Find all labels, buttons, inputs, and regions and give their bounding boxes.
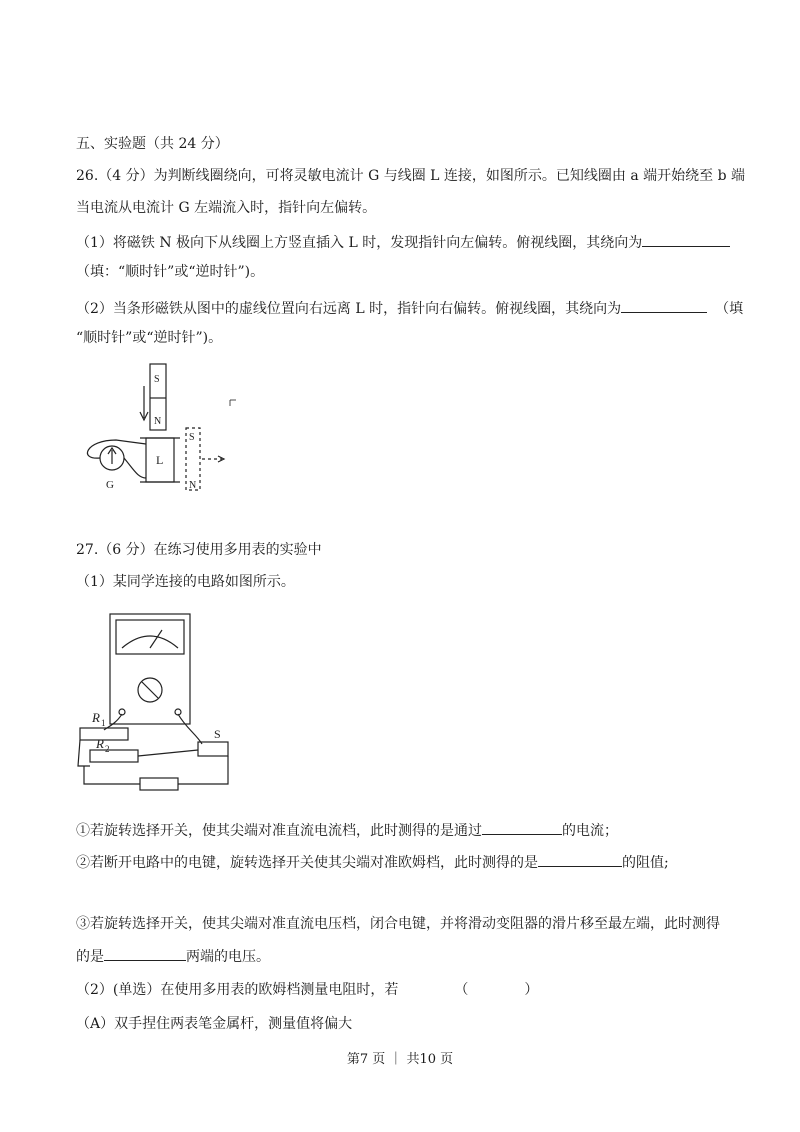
q26-part2-line2: “顺时针”或“逆时针”)。	[76, 330, 223, 346]
r2-subscript: 2	[105, 744, 110, 754]
q26-part1-text: （1）将磁铁 N 极向下从线圈上方竖直插入 L 时，发现指针向左偏转。俯视线圈，其绕向为	[76, 235, 643, 251]
q27-part2-text: （2）(单选）在使用多用表的欧姆档测量电阻时，若	[76, 982, 399, 998]
q26-part2-tail: （填	[715, 301, 744, 317]
r1-subscript: 1	[101, 718, 106, 728]
q26-part1-line2: （填：“顺时针”或“逆时针”)。	[76, 264, 265, 280]
q27-item3-text: 的是	[76, 949, 104, 965]
battery	[140, 778, 178, 790]
q26-stem-line1: 26.（4 分）为判断线圈绕向，可将灵敏电流计 G 与线圈 L 连接，如图所示。已知线圈由 a 端开始绕至 b 端	[76, 168, 746, 184]
q26-part1-line1	[76, 232, 730, 253]
q27-part1: （1）某同学连接的电路如图所示。	[76, 574, 295, 590]
answer-paren-blank[interactable]	[468, 980, 524, 994]
answer-blank[interactable]	[482, 820, 562, 835]
page-footer: 第7 页 ｜ 共10 页	[346, 1052, 454, 1067]
answer-blank[interactable]	[642, 232, 730, 247]
q27-item2	[76, 852, 669, 873]
r1-label: R	[92, 710, 100, 725]
answer-blank[interactable]	[104, 946, 186, 961]
resistor-r2	[90, 750, 138, 762]
coil-label: L	[156, 453, 164, 467]
q27-part2-paren-close: ）	[524, 982, 539, 998]
q27-item3-line2	[76, 946, 270, 967]
multimeter	[110, 614, 190, 724]
q27-item3-tail: 两端的电压。	[186, 949, 270, 965]
switch	[198, 742, 228, 756]
section-title: 五、实验题（共 24 分）	[76, 136, 229, 152]
dashed-bottom-label: N	[189, 480, 197, 491]
q26-part2-text: （2）当条形磁铁从图中的虚线位置向右远离 L 时，指针向右偏转。俯视线圈，其绕向为	[76, 301, 622, 317]
magnet-bottom-label: N	[154, 416, 162, 427]
q27-part2	[76, 980, 538, 1000]
answer-blank[interactable]	[538, 852, 622, 867]
q27-stem: 27.（6 分）在练习使用多用表的实验中	[76, 542, 322, 558]
multimeter-circuit-figure	[76, 608, 236, 798]
q27-item2-text: ②若断开电路中的电键，旋转选择开关使其尖端对准欧姆档，此时测得的是	[76, 855, 538, 871]
magnet-top-label: S	[154, 374, 160, 385]
q26-stem-line2: 当电流从电流计 G 左端流入时，指针向左偏转。	[76, 200, 377, 216]
q26-part2-line1	[76, 298, 743, 319]
q27-option-a: （A）双手捏住两表笔金属杆，测量值将偏大	[76, 1016, 353, 1032]
q27-item1	[76, 820, 618, 841]
galvanometer-label: G	[106, 479, 114, 491]
r2-label: R	[96, 736, 104, 751]
q27-item2-tail: 的阻值;	[622, 855, 669, 871]
answer-blank[interactable]	[621, 298, 707, 313]
q27-item1-tail: 的电流；	[562, 823, 618, 839]
q27-item3-line1: ③若旋转选择开关，使其尖端对准直流电压档，闭合电键，并将滑动变阻器的滑片移至最左端，此时测得	[76, 916, 720, 932]
q27-item1-text: ①若旋转选择开关，使其尖端对准直流电流档，此时测得的是通过	[76, 823, 482, 839]
q27-part2-paren-open: （	[454, 982, 469, 998]
dashed-top-label: S	[189, 432, 195, 443]
switch-label: S	[214, 727, 221, 741]
coil-magnet-figure	[76, 360, 256, 500]
